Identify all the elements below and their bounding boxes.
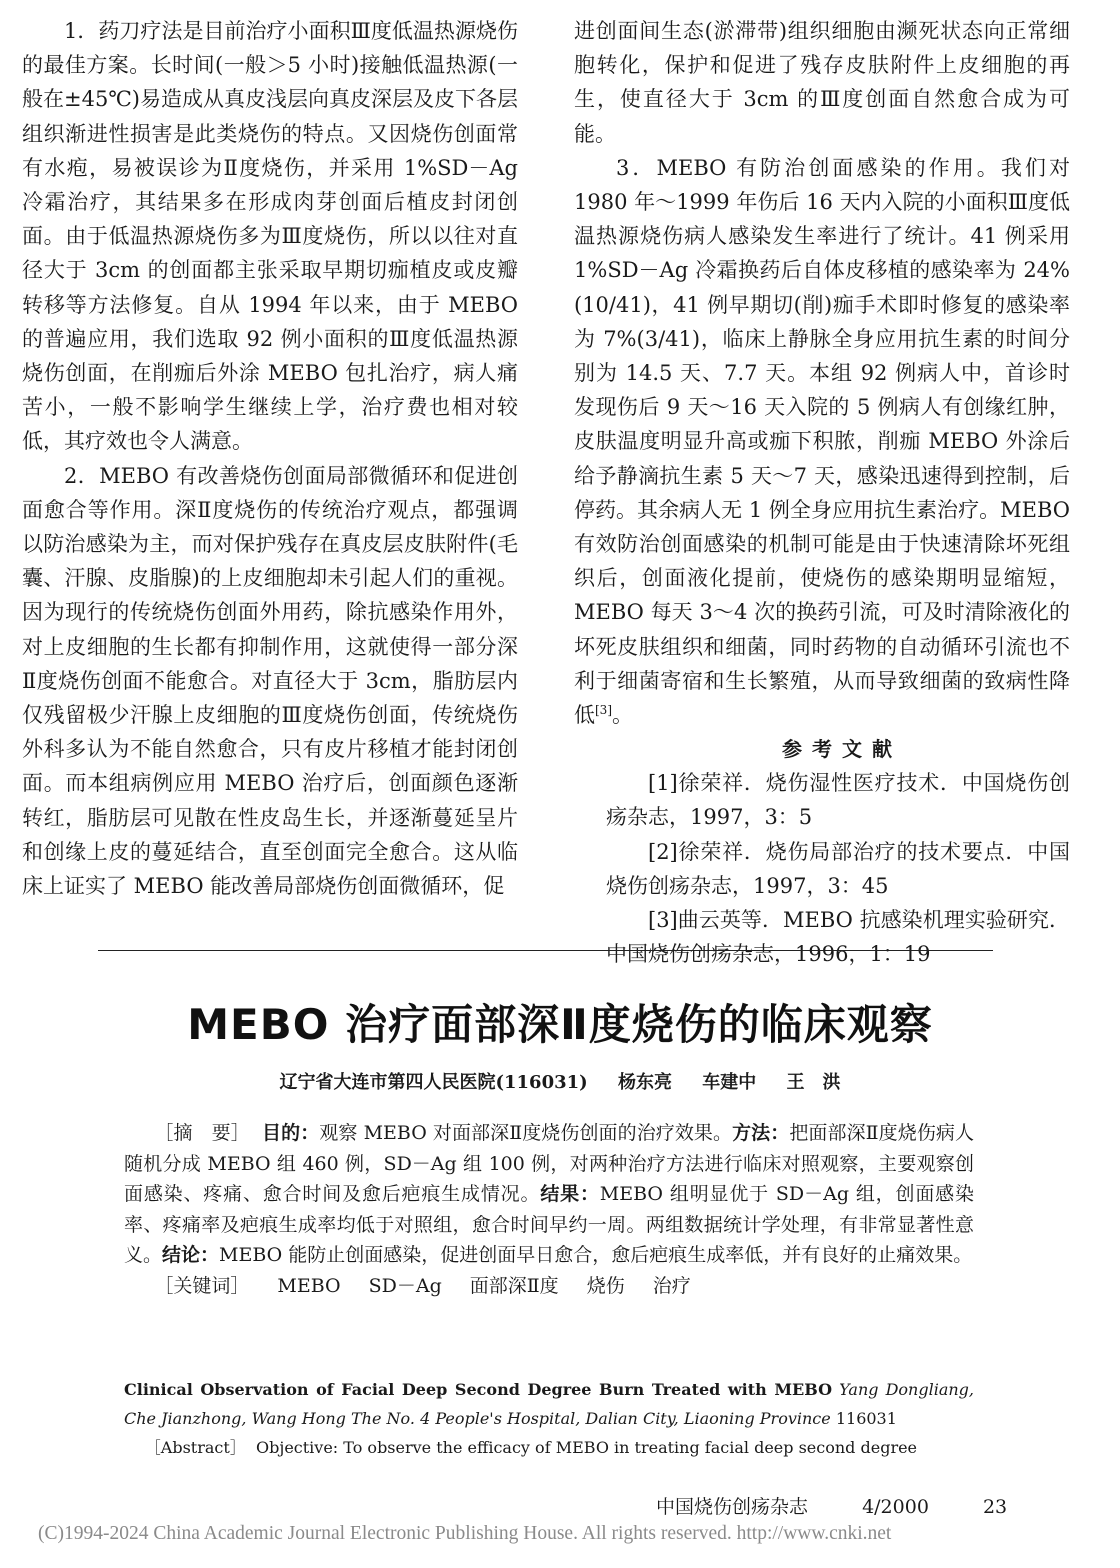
author-line (0, 1070, 1120, 1096)
english-title-line (124, 1375, 974, 1433)
keyword: 面部深Ⅱ度 (469, 1274, 559, 1297)
page-number: 23 (982, 1496, 1008, 1518)
author-name: 王 洪 (786, 1072, 841, 1093)
reference-item: [2]徐荣祥．烧伤局部治疗的技术要点．中国烧伤创疡杂志，1997，3：45 (606, 839, 1070, 898)
right-column (574, 14, 1070, 971)
issue-number: 4/2000 (862, 1496, 929, 1518)
english-abstract (124, 1375, 974, 1462)
english-abstract-label: ［Abstract］ (144, 1438, 246, 1457)
english-authors: Yang Dongliang, Che Jianzhong, Wang Hong The No. 4 People's Hospital, Dalian City, Liaoning Province (124, 1380, 974, 1428)
author-name: 车建中 (702, 1072, 757, 1093)
chinese-abstract (124, 1118, 974, 1301)
keywords (124, 1271, 974, 1302)
reference-item: [3]曲云英等．MEBO 抗感染机理实验研究．中国烧伤创疡杂志，1996，1：19 (606, 908, 1070, 967)
english-postcode: 116031 (835, 1409, 897, 1428)
journal-name: 中国烧伤创疡杂志 (656, 1496, 809, 1518)
reference-item: [1]徐荣祥．烧伤湿性医疗技术．中国烧伤创疡杂志，1997，3：5 (606, 771, 1070, 830)
citation-superscript: [3] (595, 703, 612, 718)
abstract-label: ［摘 要］ (154, 1122, 250, 1144)
body-paragraph: 1．药刀疗法是目前治疗小面积Ⅲ度低温热源烧伤的最佳方案。长时间(一般＞5 小时)接触低温热源(一般在±45℃)易造成从真皮浅层向真皮深层及皮下各层组织渐进性损害是此类烧伤的特点。又因烧伤创面常有水疱，易被误诊为Ⅱ度烧伤，并采用 1%SD－Ag 冷霜治疗，其结果多在形成肉芽创面后植皮封闭创面。由于低温热源烧伤多为Ⅲ度烧伤，所以以往对直径大于 3cm 的创面都主张采取早期切痂植皮或皮瓣转移等方法修复。自从 1994 年以来，由于 MEBO 的普遍应用，我们选取 92 例小面积的Ⅲ度低温热源烧伤创面，在削痂后外涂 MEBO 包扎治疗，病人痛苦小，一般不影响学生继续上学，治疗费也相对较低，其疗效也令人满意。 (22, 19, 519, 454)
author-name: 杨东亮 (617, 1072, 672, 1093)
keyword: MEBO (277, 1274, 341, 1297)
left-column (22, 14, 518, 903)
english-abstract-line: ［Abstract］ Objective: To observe the efficacy of MEBO in treating facial deep second degree (144, 1438, 918, 1457)
article-title: MEBO 治疗面部深Ⅱ度烧伤的临床观察 (187, 1000, 933, 1049)
keyword: SD－Ag (368, 1274, 442, 1297)
section-divider (98, 950, 993, 951)
copyright-notice: (C)1994-2024 China Academic Journal Electronic Publishing House. All rights reserved. http://www.cnki.net (38, 1523, 892, 1544)
body-paragraph-continued: 进创面间生态(淤滞带)组织细胞由濒死状态向正常细胞转化，保护和促进了残存皮肤附件上皮细胞的再生，使直径大于 3cm 的Ⅲ度创面自然愈合成为可能。 (574, 19, 1070, 146)
english-title: Clinical Observation of Facial Deep Second Degree Burn Treated with MEBO (124, 1380, 832, 1399)
affiliation: 辽宁省大连市第四人民医院(116031) (279, 1072, 588, 1093)
keyword: 治疗 (652, 1274, 691, 1297)
keyword: 烧伤 (586, 1274, 625, 1297)
body-paragraph: 3．MEBO 有防治创面感染的作用。我们对 1980 年～1999 年伤后 16 天内入院的小面积Ⅲ度低温热源烧伤病人感染发生率进行了统计。41 例采用 1%SD－Ag 冷霜换药后自体皮移植的感染率为 24%(10/41)，41 例早期切(削)痂手术即时修复的感染率为 7%(3/41)，临床上静脉全身应用抗生素的时间分别为 14.5 天、7.7 天。本组 92 例病人中，首诊时发现伤后 9 天～16 天入院的 5 例病人有创缘红肿，皮肤温度明显升高或痂下积脓，削痂 MEBO 外涂后给予静滴抗生素 5 天～7 天，感染迅速得到控制，后停药。其余病人无 1 例全身应用抗生素治疗。MEBO 有效防治创面感染的机制可能是由于快速清除坏死组织后，创面液化提前，使烧伤的感染期明显缩短，MEBO 每天 3～4 次的换药引流，可及时清除液化的坏死皮肤组织和细菌，同时药物的自动循环引流也不利于细菌寄宿和生长繁殖，从而导致细菌的致病性降低[3]。 (574, 155, 1070, 728)
body-paragraph: 2．MEBO 有改善烧伤创面局部微循环和促进创面愈合等作用。深Ⅱ度烧伤的传统治疗观点，都强调以防治感染为主，而对保护残存在真皮层皮肤附件(毛囊、汗腺、皮脂腺)的上皮细胞却未引起人们的重视。因为现行的传统烧伤创面外用药，除抗感染作用外，对上皮细胞的生长都有抑制作用，这就使得一部分深Ⅱ度烧伤创面不能愈合。对直径大于 3cm，脂肪层内仅残留极少汗腺上皮细胞的Ⅲ度烧伤创面，传统烧伤外科多认为不能自然愈合，只有皮片移植才能封闭创面。而本组病例应用 MEBO 治疗后，创面颜色逐渐转红，脂肪层可见散在性皮岛生长，并逐渐蔓延呈片和创缘上皮的蔓延结合，直至创面完全愈合。这从临床上证实了 MEBO 能改善局部烧伤创面微循环，促 (22, 463, 518, 899)
references-heading: 参考文献 (782, 737, 902, 762)
keywords-label: ［关键词］ (154, 1274, 250, 1297)
page-footer (656, 1495, 1007, 1519)
abstract-paragraph: ［摘 要］ 目的：观察 MEBO 对面部深Ⅱ度烧伤创面的治疗效果。方法：把面部深Ⅱ度烧伤病人随机分成 MEBO 组 460 例，SD－Ag 组 100 例，对两种治疗方法进行临床对照观察，主要观察创面感染、疼痛、愈合时间及愈后疤痕生成情况。结果：MEBO 组明显优于 SD－Ag 组，创面感染率、疼痛率及疤痕生成率均低于对照组，愈合时间早约一周。两组数据统计学处理，有非常显著性意义。结论：MEBO 能防止创面感染，促进创面早日愈合，愈后疤痕生成率低，并有良好的止痛效果。 (124, 1122, 974, 1266)
